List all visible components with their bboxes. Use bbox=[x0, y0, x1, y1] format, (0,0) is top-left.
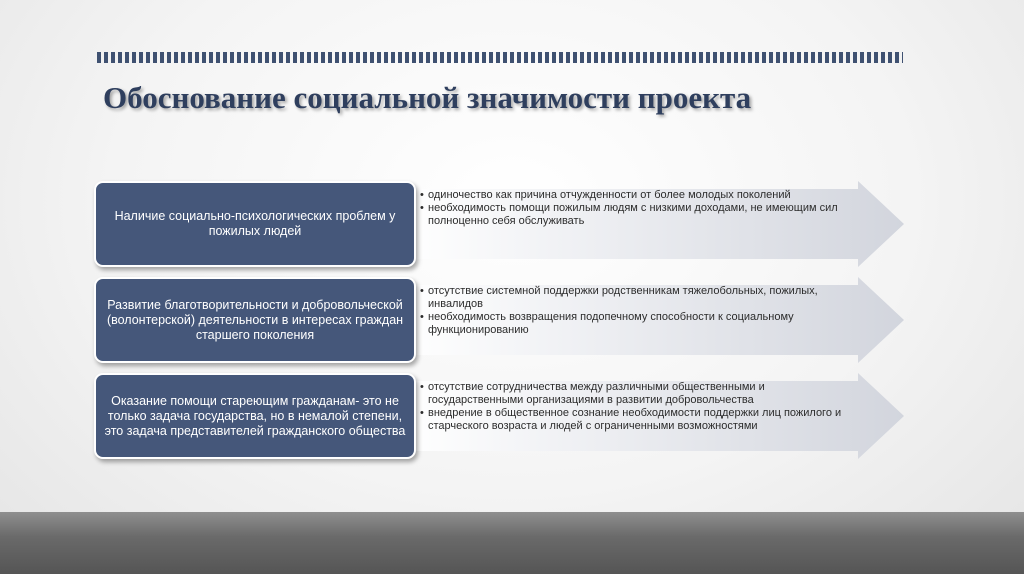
bullet-list bbox=[420, 189, 860, 228]
reason-text: Наличие социально-психологических проблем у пожилых людей bbox=[114, 209, 396, 238]
row-2 bbox=[94, 277, 906, 363]
reason-text: Развитие благотворительности и добровольческой (волонтерской) деятельности в интересах граждан старшего поколения bbox=[106, 297, 404, 342]
reason-box bbox=[94, 373, 416, 459]
bullet-item: • необходимость помощи пожилым людям с низкими доходами, не имеющим сил полноценно себя обслуживать bbox=[420, 202, 860, 228]
bullet-item: • необходимость возвращения подопечному способности к социальному функционированию bbox=[420, 311, 860, 337]
row-3 bbox=[94, 373, 906, 459]
row-1 bbox=[94, 181, 906, 267]
bullet-list bbox=[420, 381, 860, 433]
reason-box bbox=[94, 181, 416, 267]
reason-box bbox=[94, 277, 416, 363]
bullet-item: • отсутствие системной поддержки родственникам тяжелобольных, пожилых, инвалидов bbox=[420, 285, 860, 311]
reason-text: Оказание помощи стареющим гражданам- это не только задача государства, но в немалой степени, это задача представителей гражданского общества bbox=[104, 393, 406, 438]
bullet-item: • внедрение в общественное сознание необходимости поддержки лиц пожилого и старческого возраста и людей с ограниченными возможностями bbox=[420, 407, 860, 433]
decorative-dashed-bar bbox=[97, 52, 903, 63]
bullet-list bbox=[420, 285, 860, 337]
bullet-item: • одиночество как причина отчужденности от более молодых поколений bbox=[420, 189, 860, 202]
bullet-item: • отсутствие сотрудничества между различными общественными и государственными организациями в развитии добровольчества bbox=[420, 381, 860, 407]
slide-title: Обоснование социальной значимости проекта bbox=[103, 80, 752, 115]
floor-background bbox=[0, 512, 1024, 574]
